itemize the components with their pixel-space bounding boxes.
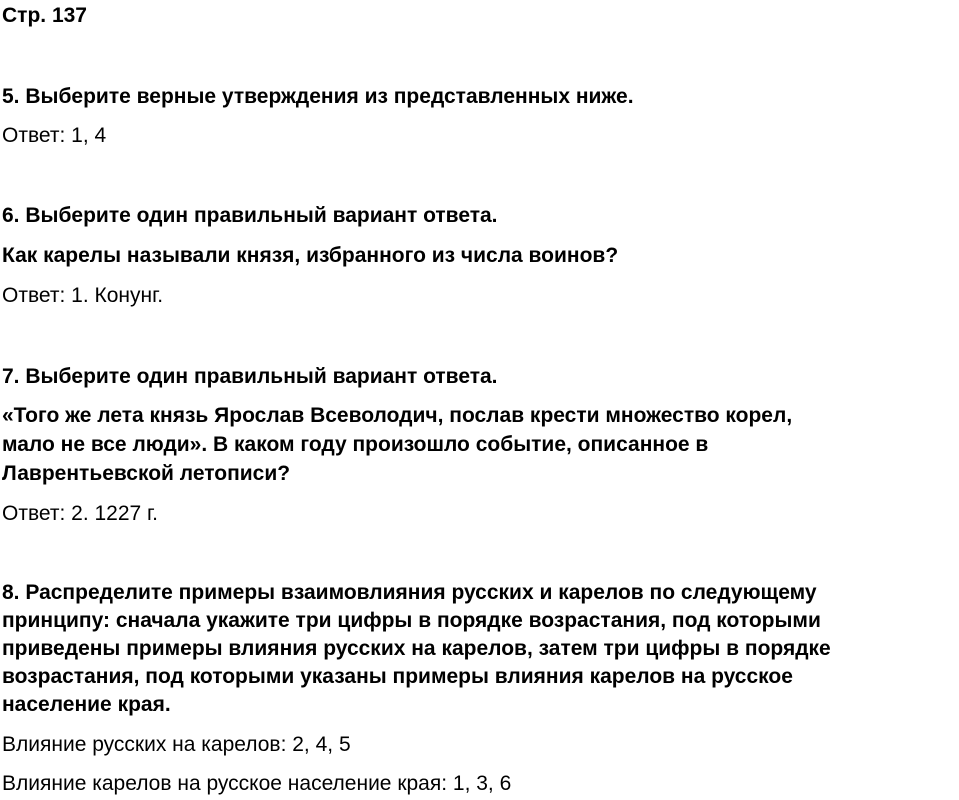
question-8-heading-line-1: 8. Распределите примеры взаимовлияния русских и карелов по следующему (2, 581, 817, 604)
question-5-heading: 5. Выберите верные утверждения из представленных ниже. (2, 85, 634, 108)
question-5-answer: Ответ: 1, 4 (2, 124, 107, 147)
question-8-heading-line-5: население края. (2, 693, 171, 716)
question-7-answer: Ответ: 2. 1227 г. (2, 502, 158, 525)
question-6-prompt: Как карелы называли князя, избранного из числа воинов? (2, 244, 619, 267)
question-8-heading-line-2: принципу: сначала укажите три цифры в порядке возрастания, под которыми (2, 609, 821, 632)
question-8-answer-russian: Влияние русских на карелов: 2, 4, 5 (2, 733, 351, 756)
question-6-answer: Ответ: 1. Конунг. (2, 284, 164, 307)
question-7-prompt-line-1: «Того же лета князь Ярослав Всеволодич, послав крести множество корел, (2, 404, 793, 427)
question-8-heading-line-3: приведены примеры влияния русских на карелов, затем три цифры в порядке (2, 637, 831, 660)
question-8-heading-line-4: возрастания, под которыми указаны примеры влияния карелов на русское (2, 665, 793, 688)
question-8-answer-karelian: Влияние карелов на русское население края: 1, 3, 6 (2, 772, 512, 795)
page-number: Стр. 137 (2, 4, 87, 27)
question-6-heading: 6. Выберите один правильный вариант ответа. (2, 204, 498, 227)
question-7-heading: 7. Выберите один правильный вариант ответа. (2, 365, 498, 388)
question-7-prompt-line-3: Лаврентьевской летописи? (2, 462, 291, 485)
question-7-prompt-line-2: мало не все люди». В каком году произошло событие, описанное в (2, 433, 709, 456)
